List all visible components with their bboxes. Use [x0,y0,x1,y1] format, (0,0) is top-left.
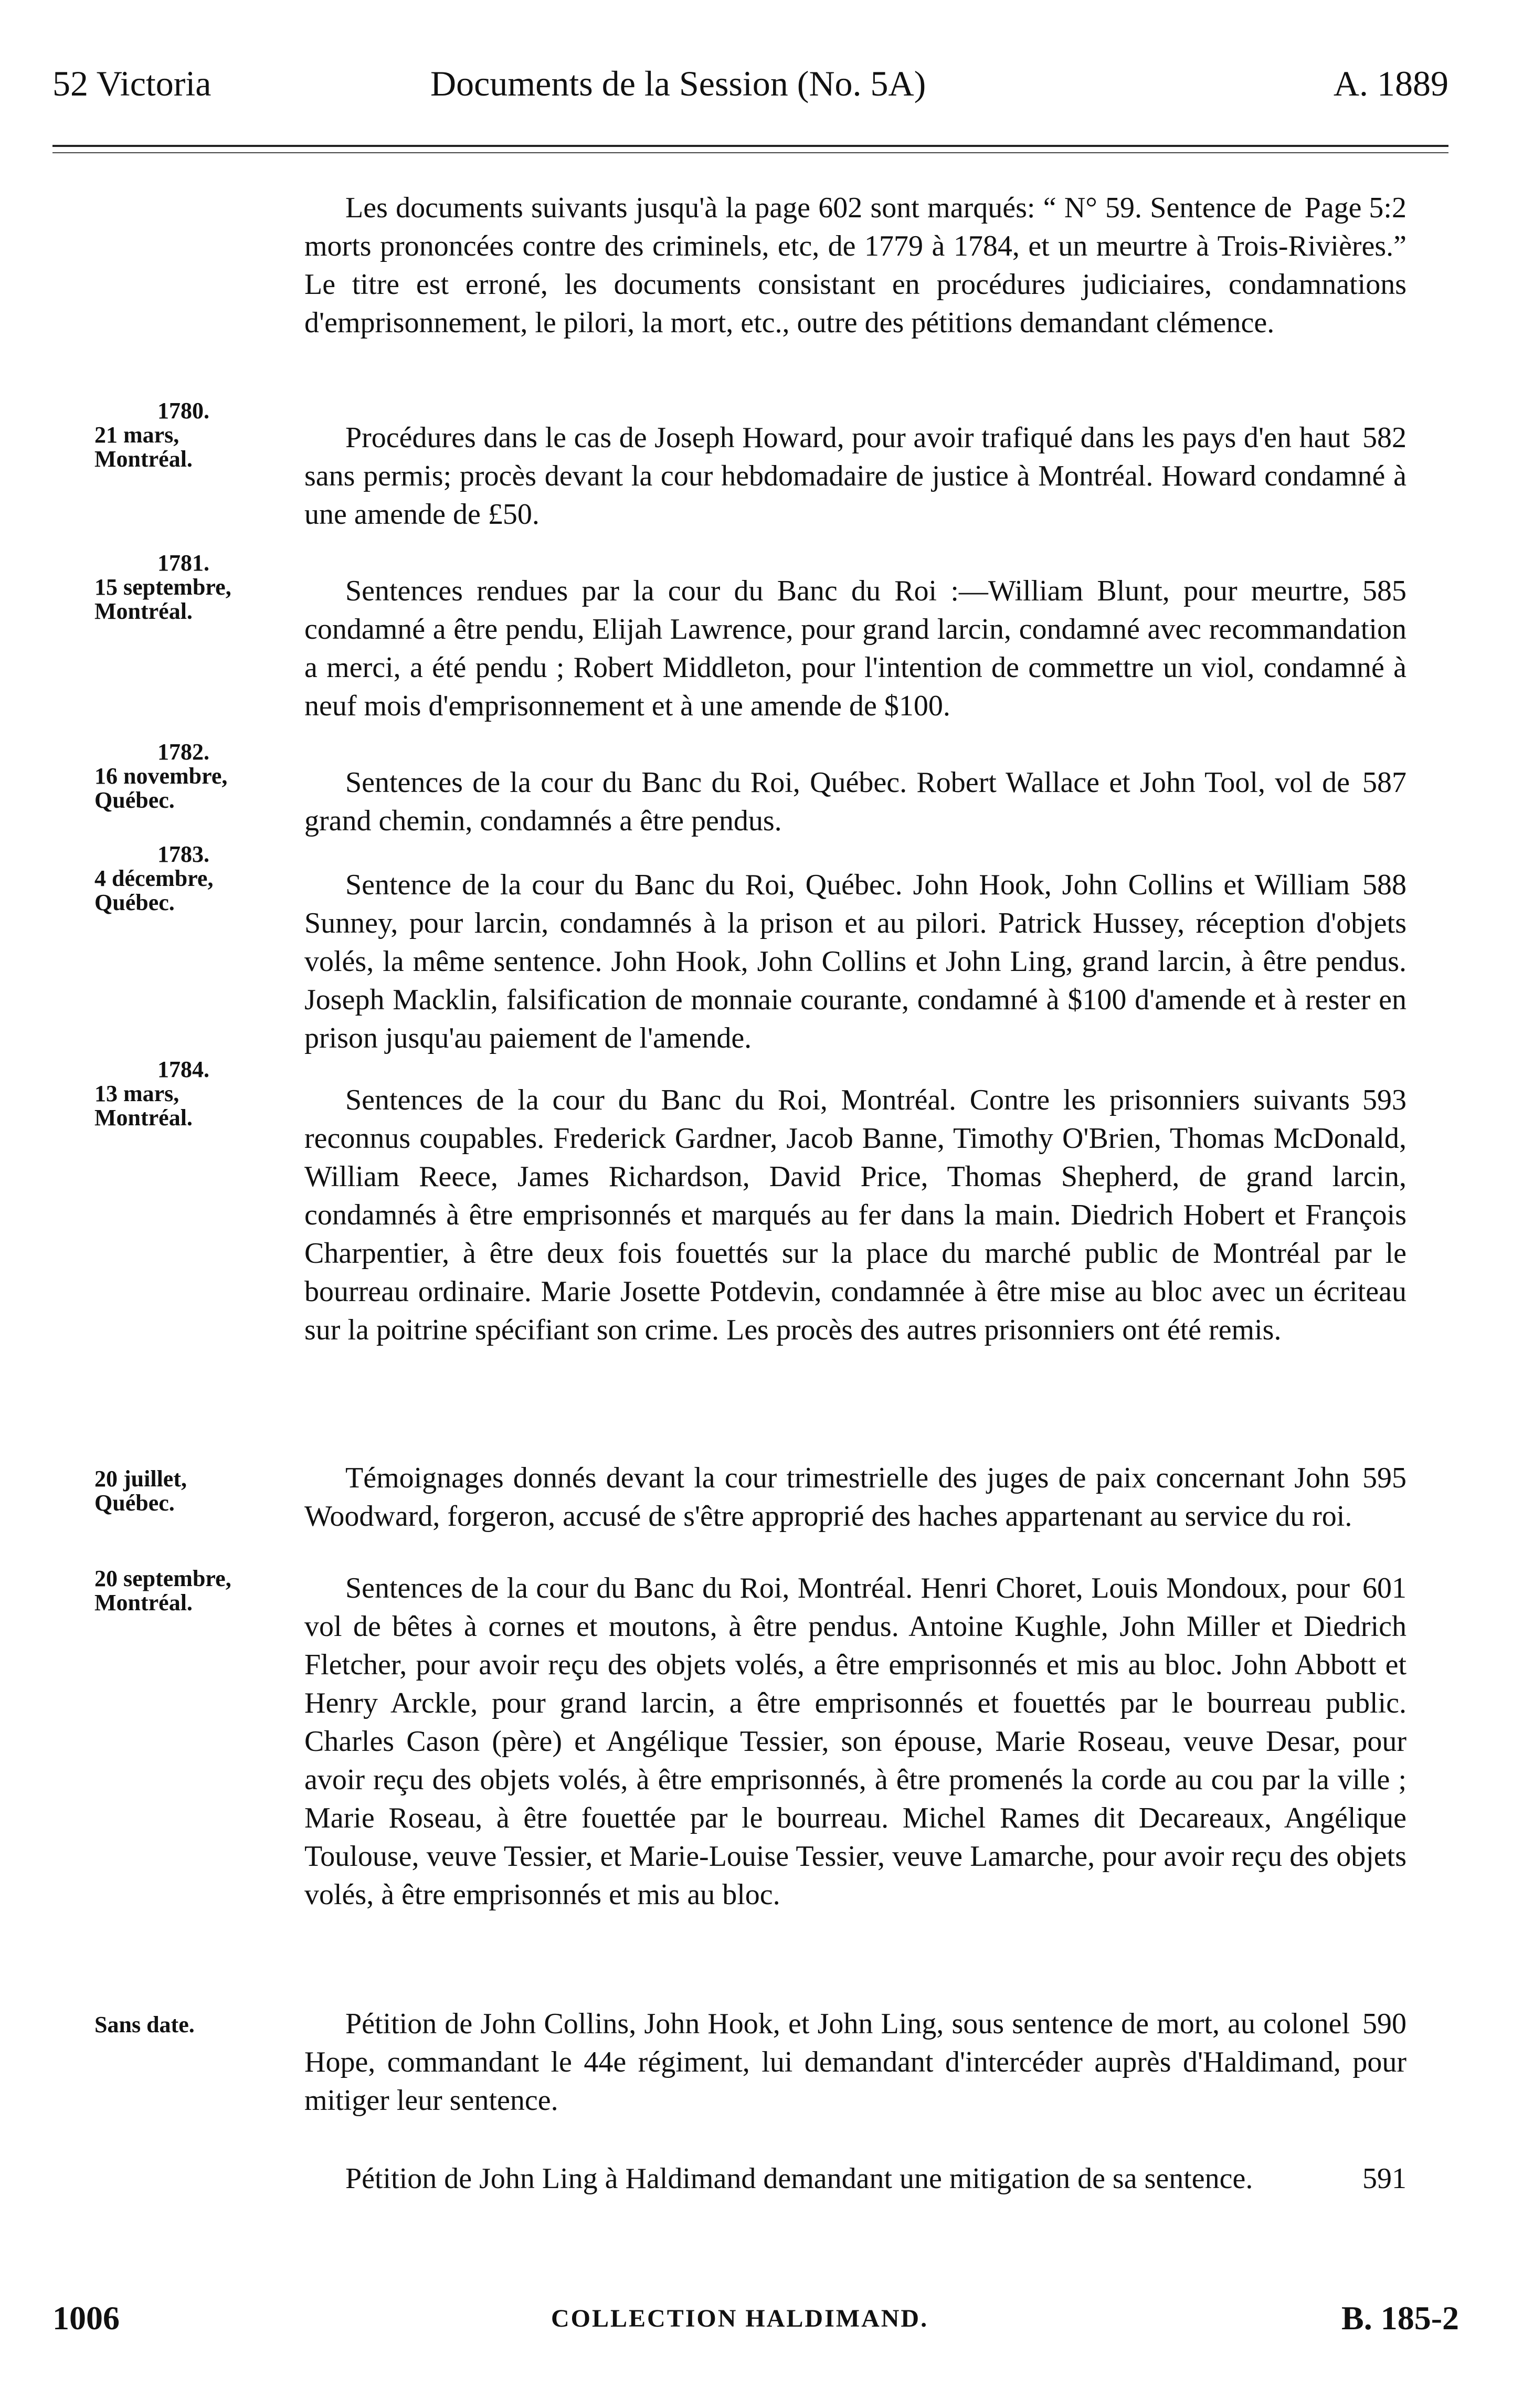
entry-item [304,1569,1406,1914]
margin-date-note [94,551,299,624]
entry-text: Sentences de la cour du Banc du Roi, Montréal. Contre les prisonniers suivants reconnus coupables. Frederick Gardner, Jacob Banne, Timothy O'Brien, Thomas McDonald, William Reece, James Richardson, David Price, Thomas Shepherd, de grand larcin, condamnés à être emprisonnés et marqués au fer dans la main. Diedrich Hobert et François Charpentier, à être deux fois fouettés sur la place du marché public de Montréal par le bourreau ordinaire. Marie Josette Potdevin, condamnée à être mise au bloc avec un écriteau sur la poitrine spécifiant son crime. Les procès des autres prisonniers ont été remis. [304,1084,1406,1346]
entry-page-ref: 593 [1362,1084,1406,1116]
entry-page-ref: 588 [1362,869,1406,901]
entry-item [304,2005,1406,2120]
entry-text: Les documents suivants jusqu'à la page 602 sont marqués: “ N° 59. Sentence de morts prononcées contre des criminels, etc, de 1779 à 1784, et un meurtre à Trois-Rivières.” Le titre est erroné, les documents consistant en procédures judiciaires, condamnations d'emprisonnement, le pilori, la mort, etc., outre des pétitions demandant clémence. [304,192,1406,339]
margin-date-note [94,1058,299,1130]
margin-date: 4 décembre, [94,865,214,891]
margin-date-note [94,399,299,471]
margin-year: 1784. [157,1057,209,1082]
margin-date: 16 novembre, [94,763,228,789]
entry-item [304,866,1406,1058]
header-year: A. 1889 [1333,64,1448,103]
entry-text: Procédures dans le cas de Joseph Howard, pour avoir trafiqué dans les pays d'en haut sans permis; procès devant la cour hebdomadaire de justice à Montréal. Howard condamné à une amende de £50. [304,421,1406,531]
margin-place: Québec. [94,890,175,915]
margin-date-note [94,1467,299,1515]
margin-year: 1783. [157,841,209,867]
entry-page-ref: 590 [1362,2008,1406,2040]
header-rule [52,145,1448,147]
entry-item [304,2160,1406,2198]
entry-item [304,419,1406,534]
entry-item [304,572,1406,725]
footer-reference: B. 185-2 [1341,2299,1459,2337]
margin-place: Québec. [94,1490,175,1516]
margin-place: Montréal. [94,446,193,472]
entry-text: Sentences de la cour du Banc du Roi, Montréal. Henri Choret, Louis Mondoux, pour vol de bêtes à cornes et moutons, à être pendus. Antoine Kughle, John Miller et Diedrich Fletcher, pour avoir reçu des objets volés, a être emprisonnés et mis au bloc. John Abbott et Henry Arckle, pour grand larcin, a être emprisonnés et fouettés par le bourreau public. Charles Cason (père) et Angélique Tessier, son épouse, Marie Roseau, veuve Desar, pour avoir reçu des objets volés, à être emprisonnés, à être promenés la corde au cou par la ville ; Marie Roseau, à être fouettée par le bourreau. Michel Rames dit Decareaux, Angélique Toulouse, veuve Tessier, et Marie-Louise Tessier, veuve Lamarche, pour avoir reçu des objets volés, à être emprisonnés et mis au bloc. [304,1572,1406,1911]
margin-date-note [94,842,299,915]
entry-page-ref: 585 [1362,575,1406,607]
margin-date-note [94,740,299,812]
entry-text: Pétition de John Ling à Haldimand demandant une mitigation de sa sentence. [345,2162,1253,2195]
entry-page-ref: 601 [1362,1572,1406,1604]
entry-text: Sentences de la cour du Banc du Roi, Québec. Robert Wallace et John Tool, vol de grand chemin, condamnés a être pendus. [304,766,1350,837]
entry-intro [304,189,1406,342]
margin-place: Montréal. [94,1590,193,1615]
page-header [52,63,1448,110]
margin-date: 20 septembre, [94,1566,231,1591]
margin-date: Sans date. [94,2012,195,2037]
header-volume: 52 Victoria [52,64,211,103]
entry-text: Pétition de John Collins, John Hook, et John Ling, sous sentence de mort, au colonel Hope, commandant le 44e régiment, lui demandant d'intercéder auprès d'Haldimand, pour mitiger leur sentence. [304,2008,1406,2117]
footer-page-number: 1006 [52,2299,120,2337]
margin-date: 20 juillet, [94,1466,187,1492]
entry-item [304,764,1406,840]
entry-text: Sentence de la cour du Banc du Roi, Québec. John Hook, John Collins et William Sunney, pour larcin, condamnés à la prison et au pilori. Patrick Hussey, réception d'objets volés, la même sentence. John Hook, John Collins et John Ling, grand larcin, à être pendus. Joseph Macklin, falsification de monnaie courante, condamné à $100 d'amende et à rester en prison jusqu'au paiement de l'amende. [304,869,1406,1054]
page-footer [52,2299,1459,2341]
entry-page-ref: 595 [1362,1462,1406,1494]
margin-place: Montréal. [94,598,193,624]
margin-date: 21 mars, [94,422,179,448]
margin-year: 1782. [157,739,209,765]
margin-place: Montréal. [94,1105,193,1131]
margin-year: 1780. [157,398,209,424]
header-rule-thin [52,152,1448,153]
margin-date-note [94,2013,299,2037]
entry-page-ref: 591 [1362,2162,1406,2195]
entry-text: Témoignages donnés devant la cour trimestrielle des juges de paix concernant John Woodward, forgeron, accusé de s'être approprié des haches appartenant au service du roi. [304,1462,1352,1533]
footer-collection: COLLECTION HALDIMAND. [551,2305,929,2332]
entry-item [304,1081,1406,1349]
margin-year: 1781. [157,550,209,576]
entry-item [304,1459,1406,1536]
entry-page-ref: Page 5:2 [1304,192,1406,224]
entry-page-ref: 582 [1362,421,1406,454]
entry-page-ref: 587 [1362,766,1406,799]
entry-text: Sentences rendues par la cour du Banc du Roi :—William Blunt, pour meurtre, condamné a être pendu, Elijah Lawrence, pour grand larcin, condamné avec recommandation a merci, a été pendu ; Robert Middleton, pour l'intention de commettre un viol, condamné à neuf mois d'emprisonnement et à une amende de $100. [304,575,1406,722]
margin-place: Québec. [94,787,175,813]
margin-date-note [94,1567,299,1615]
margin-date: 15 septembre, [94,574,231,600]
header-title: Documents de la Session (No. 5A) [430,64,926,103]
margin-date: 13 mars, [94,1081,179,1106]
